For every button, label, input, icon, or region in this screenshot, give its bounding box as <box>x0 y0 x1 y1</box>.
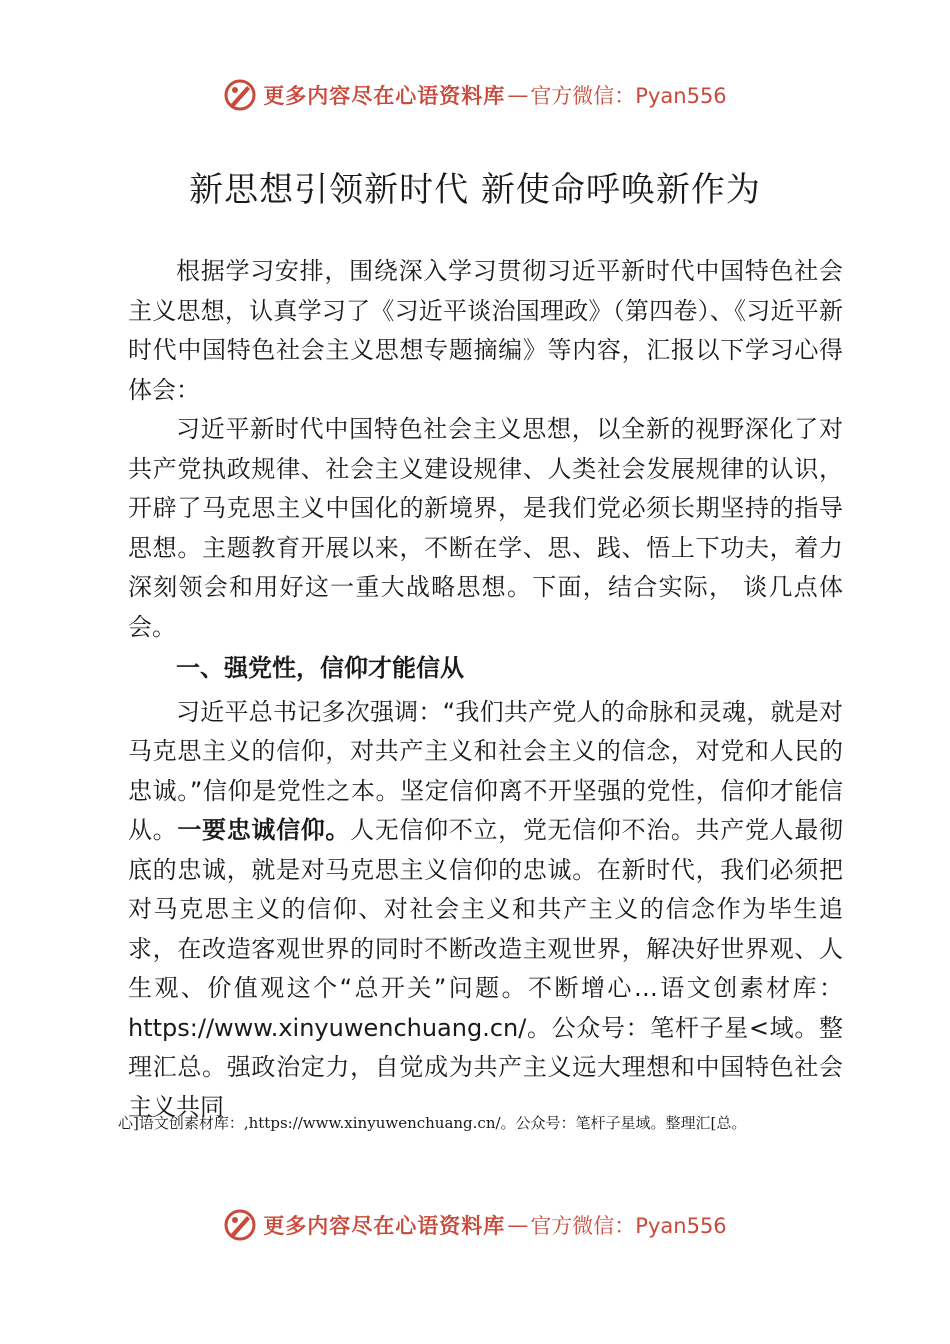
paragraph-faith-start: 习近平总书记多次强调：“我们共产党人的命脉和灵魂，就是对马克思主义的信仰，对共产主义和社会主义的信念，对党和人民的忠诚。”信仰是党性之本。坚定信仰离不开坚强的党性，信仰才能信从。 <box>128 697 843 844</box>
document-title: 新思想引领新时代 新使命呼唤新作为 <box>189 170 761 210</box>
banner-contact-text: 官方微信：Pyan556 <box>530 1214 727 1238</box>
pen-circle-logo-icon <box>223 1208 257 1242</box>
section-heading-1: 一、强党性，信仰才能信从 <box>176 654 464 682</box>
banner-main-text: 更多内容尽在心语资料库 <box>263 83 506 108</box>
bold-emphasis: 一要忠诚信仰。 <box>177 816 351 844</box>
paragraph-faith-rest: 人无信仰不立，党无信仰不治。共产党人最彻底的忠诚，就是对马克思主义信仰的忠诚。在新时代，我们必须把对马克思主义的信仰、对社会主义和共产主义的信念作为毕生追求，在改造客观世界的同时不断改造主观世界，解决好世界观、人生观、价值观这个“总开关”问题。不断增心…语文创素材库：https://www.xinyuwenchuang.cn/。公众号：笔杆子星<域。整理汇总。强政治定力，自觉成为共产主义远大理想和中国特色社会主义共同 <box>128 816 844 1121</box>
paragraph-intro: 根据学习安排，围绕深入学习贯彻习近平新时代中国特色社会主义思想，认真学习了《习近平谈治国理政》（第四卷）、《习近平新时代中国特色社会主义思想专题摘编》等内容，汇报以下学习心得体会： <box>128 257 843 404</box>
top-banner <box>0 70 950 120</box>
banner-main-text: 更多内容尽在心语资料库 <box>263 1213 506 1238</box>
document-body <box>128 252 843 1127</box>
pen-circle-logo-icon <box>223 78 257 112</box>
banner-separator: — <box>507 83 529 107</box>
bottom-banner <box>0 1200 950 1250</box>
paragraph-thought: 习近平新时代中国特色社会主义思想，以全新的视野深化了对共产党执政规律、社会主义建设规律、人类社会发展规律的认识，开辟了马克思主义中国化的新境界，是我们党必须长期坚持的指导思想。主题教育开展以来，不断在学、思、践、悟上下功夫，着力深刻领会和用好这一重大战略思想。下面，结合实际， 谈几点体会。 <box>128 415 843 641</box>
banner-contact-text: 官方微信：Pyan556 <box>530 84 727 108</box>
footnote-watermark-text: 心]语文创素材库：,https://www.xinyuwenchuang.cn/。公众号：笔杆子星域。整理汇[总。 <box>118 1114 747 1132</box>
paragraph-faith <box>128 693 843 1128</box>
banner-separator: — <box>507 1213 529 1237</box>
